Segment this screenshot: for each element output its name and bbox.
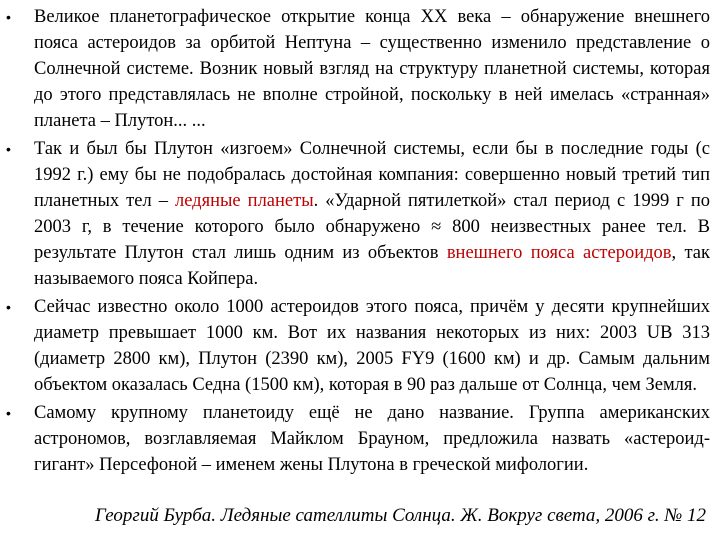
bullet-item-4 bbox=[0, 400, 720, 478]
bullet-item-2 bbox=[0, 136, 720, 292]
bullet-text-part: , так называемого пояса Койпера. bbox=[34, 243, 710, 289]
bullet-text-part: . «Ударной пятилеткой» стал период с 1999 г по 2003 г, в течение которого было обнаружено ≈ 800 неизвестных ранее тел. В результате Плутон стал лишь одним из объектов bbox=[34, 191, 710, 263]
source-caption: Георгий Бурба. Ледяные сателлиты Солнца. Ж. Вокруг света, 2006 г. № 12 bbox=[95, 505, 706, 526]
bullet-list bbox=[0, 4, 720, 480]
bullet-item-1 bbox=[0, 4, 720, 134]
bullet-text-part: Так и был бы Плутон «изгоем» Солнечной системы, если бы в последние годы (с 1992 г.) ему бы не подобралась достойная компания: совершенно новый третий тип планетных тел – bbox=[34, 139, 710, 211]
bullet-text: Самому крупному планетоиду ещё не дано название. Группа американских астрономов, возглавляемая Майклом Брауном, предложила назвать «астероид-гигант» Персефоной – именем жены Плутона в греческой мифологии. bbox=[34, 403, 710, 475]
bullet-text: Великое планетографическое открытие конца ХХ века – обнаружение внешнего пояса астероидов за орбитой Нептуна – существенно изменило представление о Солнечной системе. Возник новый взгляд на структуру планетной системы, которая до этого представлялась не вполне стройной, поскольку в ней имелась «странная» планета – Плутон... ... bbox=[34, 7, 710, 131]
highlight-ice-planets: ледяные планеты bbox=[174, 191, 314, 211]
bullet-icon: • bbox=[6, 299, 11, 315]
bullet-item-3 bbox=[0, 294, 720, 398]
bullet-icon: • bbox=[6, 405, 11, 421]
highlight-outer-belt: внешнего пояса астероидов bbox=[446, 243, 672, 263]
bullet-icon: • bbox=[6, 9, 11, 25]
bullet-icon: • bbox=[6, 141, 11, 157]
bullet-text: Сейчас известно около 1000 астероидов этого пояса, причём у десяти крупнейших диаметр превышает 1000 км. Вот их названия некоторых из них: 2003 UB 313 (диаметр 2800 км), Плутон (2390 км), 2005 FY9 (1600 км) и др. Самым дальним объектом оказалась Седна (1500 км), которая в 90 раз дальше от Солнца, чем Земля. bbox=[34, 297, 710, 395]
